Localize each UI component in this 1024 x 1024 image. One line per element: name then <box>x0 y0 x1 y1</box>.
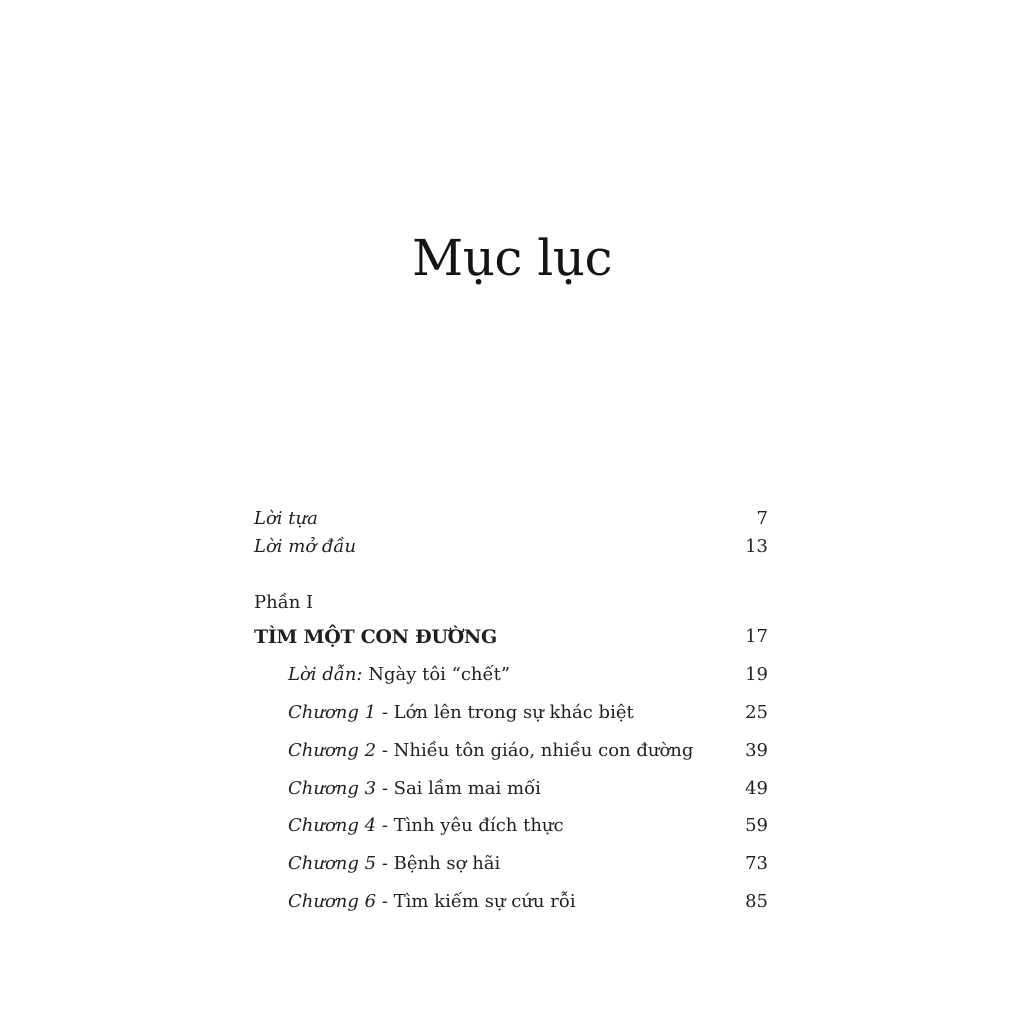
toc-entry-prefix: Chương 6 <box>288 891 377 912</box>
toc-entry-prefix: Chương 1 <box>288 702 377 723</box>
toc-entry-label <box>288 888 576 916</box>
toc-entry-lead <box>254 661 768 689</box>
toc-entry-label <box>288 850 500 878</box>
toc-entry-preface <box>254 505 768 533</box>
part-label-row <box>254 589 768 617</box>
table-of-contents <box>254 0 768 1024</box>
toc-entry-chapter-2 <box>254 737 768 765</box>
toc-entry-chapter-5 <box>254 850 768 878</box>
part-heading-row <box>254 623 768 651</box>
toc-entry-label <box>288 737 693 765</box>
toc-entry-text: - Tìm kiếm sự cứu rỗi <box>376 891 576 912</box>
part-heading: TÌM MỘT CON ĐƯỜNG <box>254 626 497 648</box>
toc-entry-page: 25 <box>745 702 768 723</box>
part-label: Phần I <box>254 592 314 613</box>
toc-entry-introduction <box>254 533 768 561</box>
toc-entry-chapter-1 <box>254 699 768 727</box>
toc-entry-text: - Lớn lên trong sự khác biệt <box>376 702 634 723</box>
toc-entry-chapter-4 <box>254 812 768 840</box>
toc-entry-text: - Bệnh sợ hãi <box>376 853 501 874</box>
toc-entry-prefix: Chương 3 <box>288 778 377 799</box>
toc-entry-page: 13 <box>745 536 768 557</box>
toc-entry-prefix: Lời dẫn: <box>288 664 363 685</box>
toc-entry-label <box>288 775 541 803</box>
toc-entry-label: Lời mở đầu <box>254 536 357 557</box>
page-title: Mục lục <box>412 229 612 287</box>
toc-entry-label <box>288 661 510 689</box>
toc-entry-text: - Sai lầm mai mối <box>376 778 541 799</box>
toc-entry-prefix: Chương 5 <box>288 853 377 874</box>
toc-entry-prefix: Chương 4 <box>288 815 377 836</box>
toc-entry-label <box>288 699 634 727</box>
toc-entry-page: 85 <box>745 891 768 912</box>
part-heading-page: 17 <box>745 626 768 647</box>
toc-entry-page: 19 <box>745 664 768 685</box>
toc-entry-text: - Nhiều tôn giáo, nhiều con đường <box>376 740 694 761</box>
toc-entry-chapter-3 <box>254 775 768 803</box>
toc-entry-page: 49 <box>745 778 768 799</box>
toc-entry-page: 73 <box>745 853 768 874</box>
toc-entry-text: Ngày tôi “chết” <box>362 664 511 685</box>
toc-entry-page: 39 <box>745 740 768 761</box>
toc-entry-label <box>288 812 564 840</box>
toc-entry-page: 7 <box>756 508 768 529</box>
toc-entry-label: Lời tựa <box>254 508 318 529</box>
toc-entry-text: - Tình yêu đích thực <box>376 815 564 836</box>
toc-entry-chapter-6 <box>254 888 768 916</box>
toc-entry-page: 59 <box>745 815 768 836</box>
toc-entry-prefix: Chương 2 <box>288 740 377 761</box>
